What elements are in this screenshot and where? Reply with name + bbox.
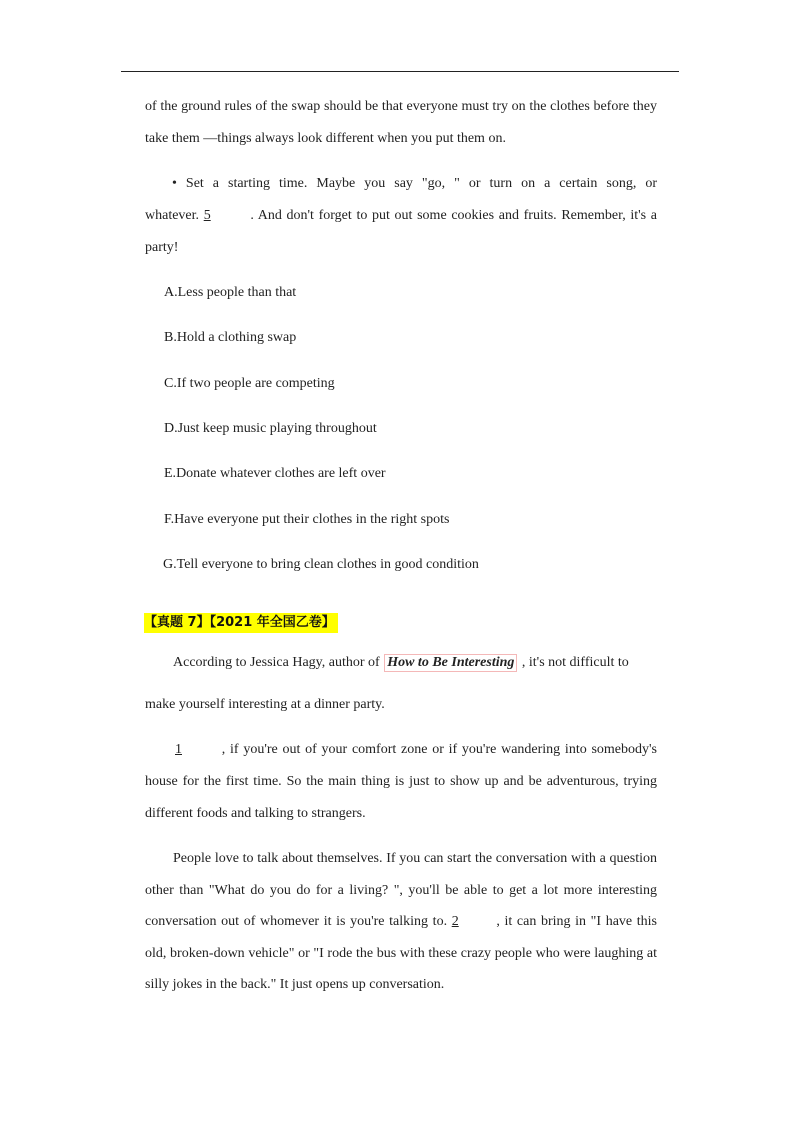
passage1-line: take them —things always look different when you put them on. bbox=[145, 131, 506, 146]
passage1-bullet-line: • Set a starting time. Maybe you say "go, " or turn on a certain song, or bbox=[172, 176, 657, 191]
option-text: Hold a clothing swap bbox=[176, 330, 297, 345]
book-title: How to Be Interesting bbox=[384, 654, 517, 672]
option-text: Less people than that bbox=[177, 285, 297, 300]
option-letter: C. bbox=[164, 376, 177, 391]
blank-1 bbox=[175, 741, 217, 759]
passage2-line bbox=[175, 741, 657, 759]
option-text: Donate whatever clothes are left over bbox=[176, 466, 386, 481]
option-c bbox=[164, 375, 335, 393]
passage2-line bbox=[145, 913, 657, 931]
option-letter: F. bbox=[164, 512, 175, 527]
passage2-text: conversation out of whomever it is you're talking to. bbox=[145, 914, 452, 929]
option-e bbox=[164, 465, 386, 483]
header-rule bbox=[121, 71, 679, 72]
option-letter: E. bbox=[164, 466, 177, 481]
blank-5 bbox=[204, 207, 246, 225]
passage2-line: other than "What do you do for a living? ", you'll be able to get a lot more interesting bbox=[145, 883, 657, 898]
option-letter: G. bbox=[163, 557, 177, 572]
passage2-text: , it's not difficult to bbox=[518, 655, 629, 670]
option-b bbox=[164, 329, 296, 347]
passage1-line: of the ground rules of the swap should be that everyone must try on the clothes before they bbox=[145, 99, 657, 114]
passage2-line: different foods and talking to strangers. bbox=[145, 806, 366, 821]
option-text: Have everyone put their clothes in the right spots bbox=[174, 512, 450, 527]
section-heading: 【真题 7】【2021 年全国乙卷】 bbox=[144, 613, 338, 633]
passage1-text: whatever. bbox=[145, 208, 204, 223]
passage1-line bbox=[145, 207, 657, 225]
passage2-line: house for the first time. So the main thing is just to show up and be adventurous, trying bbox=[145, 774, 657, 789]
blank-2 bbox=[452, 913, 492, 931]
passage2-line: old, broken-down vehicle" or "I rode the bus with these crazy people who were laughing at bbox=[145, 946, 657, 961]
passage2-line: make yourself interesting at a dinner party. bbox=[145, 697, 385, 712]
option-text: If two people are competing bbox=[176, 376, 335, 391]
passage2-text: , if you're out of your comfort zone or if you're wandering into somebody's bbox=[217, 742, 657, 757]
option-letter: A. bbox=[164, 285, 178, 300]
option-letter: B. bbox=[164, 330, 177, 345]
passage1-text: . And don't forget to put out some cookies and fruits. Remember, it's a bbox=[245, 208, 657, 223]
option-d bbox=[164, 420, 377, 438]
passage2-line bbox=[173, 654, 657, 672]
option-f bbox=[164, 511, 449, 529]
passage1-line: party! bbox=[145, 240, 179, 255]
passage2-text: , it can bring in "I have this bbox=[491, 914, 657, 929]
passage2-line: People love to talk about themselves. If you can start the conversation with a question bbox=[173, 851, 657, 866]
option-letter: D. bbox=[164, 421, 178, 436]
blank-number: 2 bbox=[451, 914, 459, 929]
blank-number: 1 bbox=[175, 742, 182, 757]
blank-number: 5 bbox=[203, 208, 211, 223]
passage2-line: silly jokes in the back." It just opens up conversation. bbox=[145, 977, 445, 992]
option-text: Tell everyone to bring clean clothes in good condition bbox=[176, 557, 479, 572]
option-a bbox=[164, 284, 296, 302]
option-g bbox=[163, 556, 479, 574]
passage2-text: According to Jessica Hagy, author of bbox=[173, 655, 384, 670]
option-text: Just keep music playing throughout bbox=[177, 421, 377, 436]
